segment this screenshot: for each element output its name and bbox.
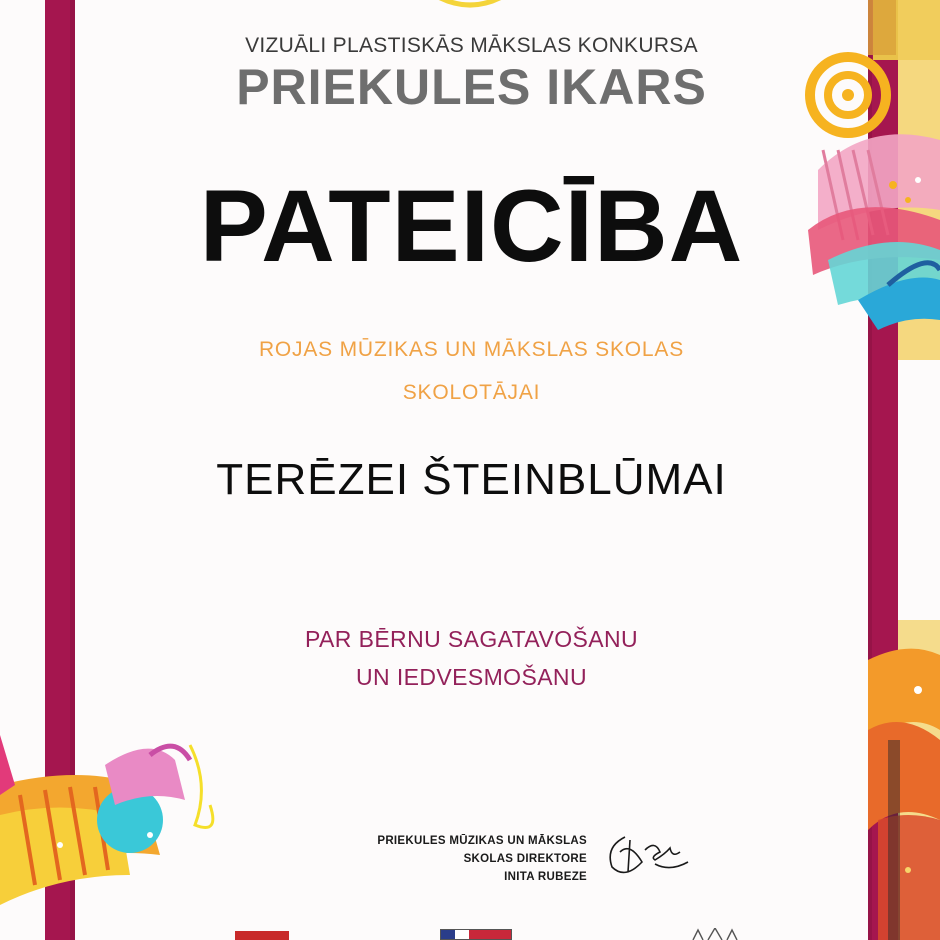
signatory-line-2: SKOLAS DIREKTORE xyxy=(463,853,587,865)
reason-line-1: PAR BĒRNU SAGATAVOŠANU xyxy=(305,626,638,652)
certificate-title: PATEICĪBA xyxy=(199,169,744,283)
top-arc-decoration xyxy=(410,0,530,20)
contest-line: VIZUĀLI PLASTISKĀS MĀKSLAS KONKURSA xyxy=(245,34,698,57)
recipient-role-line: SKOLOTĀJAI xyxy=(402,381,541,404)
signature-mark xyxy=(600,822,695,882)
logo-flag xyxy=(440,929,512,940)
recipient-name: TERĒZEI ŠTEINBLŪMAI xyxy=(216,455,727,504)
signatory-name: INITA RUBEZE xyxy=(504,871,587,883)
contest-name: PRIEKULES IKARS xyxy=(236,59,707,115)
signatory-line-1: PRIEKULES MŪZIKAS UN MĀKSLAS xyxy=(377,835,587,847)
paint-stroke-decoration-bottom-right xyxy=(868,620,940,940)
paint-stroke-decoration-bottom-left xyxy=(0,725,225,940)
logo-red xyxy=(235,931,289,940)
reason-line-2: UN IEDVESMOŠANU xyxy=(356,664,587,690)
logo-crown xyxy=(690,928,740,940)
signatory-block xyxy=(377,832,587,886)
recipient-school-line: ROJAS MŪZIKAS UN MĀKSLAS SKOLAS xyxy=(258,338,685,361)
